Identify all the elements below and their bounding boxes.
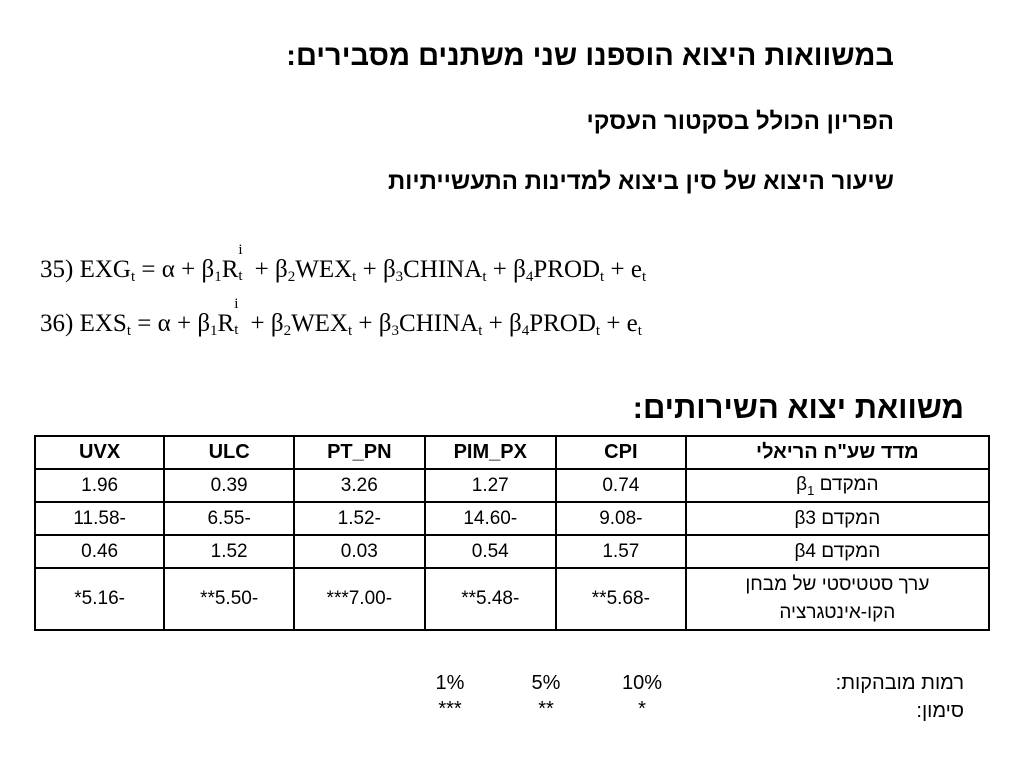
beta-symbol: β [794,507,806,529]
column-header-uvx: UVX [35,436,164,469]
table-cell: 1.27 [425,469,556,502]
subscript-t: t [130,269,136,285]
r-indices [238,242,248,284]
significance-symbols-label: סימון: [916,700,964,722]
row-label-beta4 [686,535,989,568]
significance-levels-label: רמות מובהקות: [835,672,964,694]
row-label-cointegration-stat: ערך סטטיסטי של מבחן הקו-אינטגרציה [686,568,989,630]
beta-index: 1 [807,482,815,498]
table-cell: -1.52 [294,502,425,535]
plus-sign: + [170,310,198,337]
variable-r: R [221,256,239,283]
significance-symbol-1star: * [638,698,646,720]
table-cell: -7.00*** [294,568,425,630]
variable-china: CHINA [403,256,483,283]
beta-symbol: β [796,473,808,495]
plus-sign: + [482,310,509,337]
beta-symbol: β [508,310,522,337]
table-cell: 0.74 [556,469,686,502]
table-row [35,469,989,502]
table-cell: -5.16* [35,568,164,630]
table-cell: 0.54 [425,535,556,568]
beta-symbol: β [201,256,215,283]
equation-number: 36) [40,310,80,337]
beta-index: 2 [287,269,296,285]
heading-productivity: הפריון הכולל בסקטור העסקי [586,108,894,135]
beta-symbol: β [275,256,288,283]
beta-index: 1 [214,269,222,285]
significance-level-10: 10% [621,672,663,694]
column-header-real-exchange-index: מדד שע"ח הריאלי [686,436,989,469]
error-term: e [630,256,642,283]
table-cell: 0.46 [35,535,164,568]
significance-level-1: 1% [435,672,465,694]
alpha-symbol: α [157,310,171,337]
significance-symbol-2star: ** [538,698,554,720]
equation-36 [40,296,642,340]
table-cell: 1.52 [164,535,294,568]
beta-label [794,541,816,562]
beta-symbol: β [382,256,396,283]
subscript-t: t [348,323,353,339]
subscript-t: t [595,323,601,339]
table-row [35,502,989,535]
variable-prod: PROD [533,256,601,283]
significance-symbol-3star: *** [438,698,462,720]
beta-index: 4 [525,269,534,285]
table-cell: -9.08 [556,502,686,535]
variable-wex: WEX [291,310,348,337]
error-term: e [626,310,638,337]
variable-r: R [217,310,235,337]
superscript-i: i [238,242,243,258]
subscript-t: t [600,269,605,285]
table-cell: 0.03 [294,535,425,568]
subscript-t: t [352,269,357,285]
table-cell: 1.96 [35,469,164,502]
column-header-pim-px: PIM_PX [425,436,556,469]
dependent-variable: EXG [79,256,131,283]
table-cell: -14.60 [425,502,556,535]
plus-sign: + [248,256,275,283]
beta-index: 2 [283,323,292,339]
row-label-text: המקדם [821,540,881,562]
beta-index: 3 [391,323,400,339]
alpha-symbol: α [161,256,175,283]
table-cell: -6.55 [164,502,294,535]
heading-china-share: שיעור היצוא של סין ביצוא למדינות התעשייתיות [387,168,894,195]
column-header-cpi: CPI [556,436,686,469]
beta-label [796,473,815,498]
plus-sign: + [244,310,271,337]
table-cell: -5.68** [556,568,686,630]
equals-sign: = [130,310,158,337]
table-cell: -5.48** [425,568,556,630]
equals-sign: = [135,256,162,283]
plus-sign: + [174,256,202,283]
superscript-i: i [234,296,239,312]
dependent-variable: EXS [79,310,127,337]
beta-symbol: β [513,256,526,283]
results-table [34,435,990,631]
column-header-pt-pn: PT_PN [294,436,425,469]
beta-index: 1 [210,323,218,339]
r-indices [234,296,244,338]
subscript-t: t [478,323,483,339]
subscript-t: t [234,322,239,338]
table-row [35,568,989,630]
subscript-t: t [641,269,647,285]
beta-index: 3 [395,269,404,285]
row-label-beta3 [686,502,989,535]
variable-prod: PROD [529,310,596,337]
variable-china: CHINA [399,310,479,337]
beta-symbol: β [794,540,806,562]
beta-label [794,508,816,529]
table-cell: -11.58 [35,502,164,535]
heading-explanatory-vars: במשוואות היצוא הוספנו שני משתנים מסבירים: [286,40,894,72]
beta-symbol: β [270,310,284,337]
beta-symbol: β [197,310,211,337]
table-cell: 1.57 [556,535,686,568]
plus-sign: + [600,310,627,337]
row-label-beta1 [686,469,989,502]
beta-index: 4 [521,323,530,339]
table-cell: 3.26 [294,469,425,502]
table-title: משוואת יצוא השירותים: [632,390,964,425]
beta-index: 3 [805,507,816,529]
subscript-t: t [482,269,487,285]
equation-35 [40,242,647,286]
column-header-ulc: ULC [164,436,294,469]
equation-number: 35) [40,256,80,283]
subscript-t: t [637,323,642,339]
beta-symbol: β [378,310,392,337]
variable-wex: WEX [295,256,353,283]
row-label-text: המקדם [821,507,881,529]
table-header-row [35,436,989,469]
subscript-t: t [238,268,243,284]
plus-sign: + [356,256,383,283]
beta-index: 4 [805,540,816,562]
significance-level-5: 5% [531,672,561,694]
plus-sign: + [604,256,631,283]
row-label-text: המקדם [819,473,879,495]
subscript-t: t [126,323,131,339]
table-cell: -5.50** [164,568,294,630]
table-row [35,535,989,568]
plus-sign: + [486,256,514,283]
plus-sign: + [352,310,379,337]
table-cell: 0.39 [164,469,294,502]
